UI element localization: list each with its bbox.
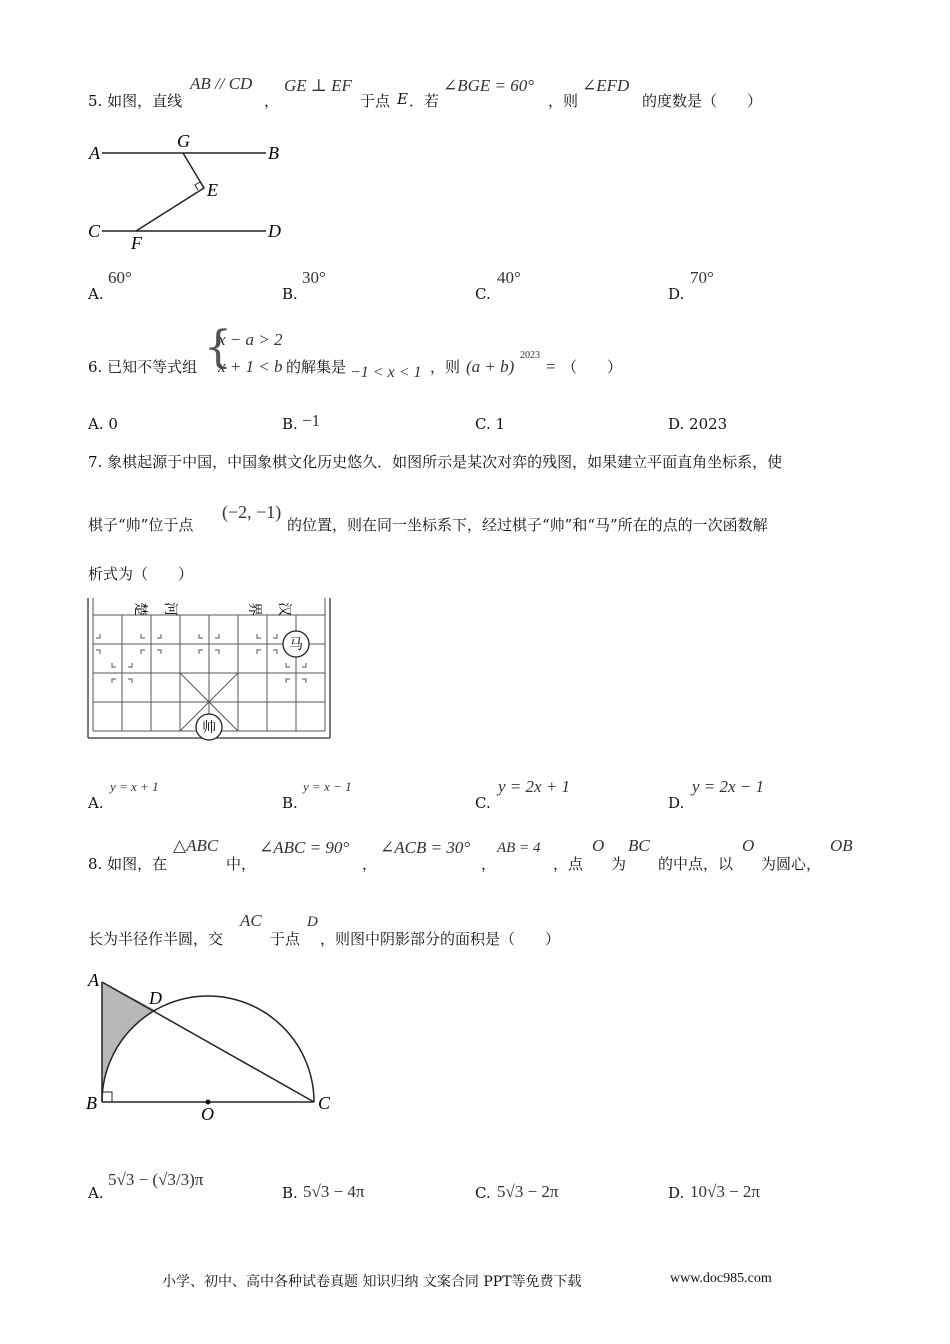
q7-line1: 7. 象棋起源于中国，中国象棋文化历史悠久．如图所示是某次对弈的残图，如果建立平面直角坐标系，使 — [88, 453, 783, 471]
footer-text: 小学、初中、高中各种试卷真题 知识归纳 文案合同 PPT等免费下载 — [162, 1274, 582, 1290]
q6-system-line1: x − a > 2 — [218, 330, 283, 349]
q6-prefix: 6. 已知不等式组 — [88, 358, 198, 376]
q5-point-e: E — [397, 90, 408, 108]
q5-option-b-value: 30° — [302, 268, 326, 287]
q8-comma-2: ， — [481, 855, 497, 873]
segment-ac — [102, 982, 314, 1102]
q6-expr: (a + b) — [466, 357, 515, 376]
q8-option-b-label: B. — [282, 1184, 298, 1202]
q7-option-c-label: C. — [475, 794, 491, 812]
label-d: D — [268, 221, 281, 241]
label-b: B — [268, 143, 279, 163]
q5-then: ，则 — [548, 92, 579, 110]
q6-option-b-value: −1 — [302, 411, 321, 430]
q7-option-b-label: B. — [282, 794, 298, 812]
q8-wei: 为 — [611, 855, 627, 873]
q6-option-b-label: B. — [282, 415, 298, 433]
q8-option-c-label: C. — [475, 1184, 491, 1202]
label-c: C — [318, 1093, 331, 1113]
q8-option-a-value: 5√3 − (√3/3)π — [108, 1170, 204, 1189]
q5-option-a-value: 60° — [108, 268, 132, 287]
q8-line2c: ，则图中阴影部分的面积是（ ） — [320, 930, 561, 948]
q8-angle-abc: ∠ABC = 90° — [259, 838, 350, 857]
label-c: C — [88, 221, 101, 241]
river-char-3: 界 — [246, 602, 261, 616]
river-char-2: 河 — [162, 602, 177, 616]
q5-mid: 于点 — [360, 92, 391, 110]
q6-eq: = — [546, 357, 556, 376]
q6-system-line2: x + 1 < b — [218, 357, 283, 376]
q7-coord: (−2, −1) — [222, 502, 282, 522]
q5-option-a-label: A. — [88, 285, 104, 303]
shaded-region — [102, 982, 156, 1102]
q8-ob: OB — [830, 836, 853, 855]
q5-math-efd: ∠EFD — [582, 76, 630, 95]
line-gef — [136, 153, 204, 231]
q5-option-c-label: C. — [475, 285, 491, 303]
q8-prefix: 8. 如图，在 — [88, 855, 168, 873]
q6-exponent: 2023 — [520, 350, 540, 361]
label-a: A — [89, 143, 100, 163]
q8-o2: O — [742, 836, 755, 855]
piece-shuai-label: 帅 — [202, 721, 216, 736]
q7-option-c-value: y = 2x + 1 — [498, 777, 571, 796]
q8-triangle: △ABC — [173, 836, 219, 855]
q6-solution: −1 < x < 1 — [350, 364, 422, 381]
q7-line3: 析式为（ ） — [88, 565, 194, 583]
q5-option-c-value: 40° — [497, 268, 521, 287]
q8-line2a: 长为半径作半圆，交 — [88, 930, 224, 948]
q8-angle-acb: ∠ACB = 30° — [380, 838, 471, 857]
q7-chess-board — [84, 596, 336, 746]
q5-dot: ．若 — [409, 92, 440, 110]
q5-sep: ， — [264, 92, 280, 110]
river-char-4: 汉 — [276, 602, 291, 616]
q6-option-a: A. 0 — [88, 415, 118, 433]
piece-shuai — [196, 714, 222, 740]
label-a: A — [88, 970, 99, 990]
q7-option-d-value: y = 2x − 1 — [692, 777, 765, 796]
q8-center: 为圆心， — [761, 855, 822, 873]
q7-option-a-label: A. — [88, 794, 104, 812]
label-b: B — [86, 1093, 97, 1113]
q8-figure — [80, 966, 350, 1126]
right-angle-mark-b — [102, 1092, 112, 1102]
q5-end: 的度数是（ ） — [642, 92, 763, 110]
q7-option-b-value: y = x − 1 — [303, 779, 352, 794]
q8-o1: O — [592, 836, 605, 855]
q5-figure — [80, 128, 300, 254]
q8-line2b: 于点 — [270, 930, 301, 948]
label-d: D — [149, 988, 162, 1008]
q8-bc: BC — [628, 836, 650, 855]
q7-option-d-label: D. — [668, 794, 685, 812]
q5-math-angle: ∠BGE = 60° — [443, 76, 535, 95]
q5-option-d-label: D. — [668, 285, 685, 303]
q8-ab: AB = 4 — [497, 840, 541, 856]
footer-url[interactable]: www.doc985.com — [670, 1271, 772, 1286]
q6-then: ，则 — [430, 358, 461, 376]
q5-math-parallel: AB // CD — [190, 74, 253, 93]
q8-d: D — [307, 914, 318, 930]
q8-zh: 中， — [226, 855, 257, 873]
label-e: E — [207, 180, 218, 200]
q8-option-a-label: A. — [88, 1184, 104, 1202]
q8-option-b-value: 5√3 − 4π — [303, 1182, 365, 1201]
label-f: F — [131, 233, 142, 253]
q5-prefix: 5. 如图，直线 — [88, 92, 183, 110]
q6-end: （ ） — [562, 358, 623, 376]
q8-comma-1: ， — [362, 855, 378, 873]
piece-ma-label: 马 — [289, 638, 303, 653]
q6-mid: 的解集是 — [286, 358, 347, 376]
q6-option-d: D. 2023 — [668, 415, 728, 433]
q5-math-perp: GE ⊥ EF — [284, 76, 352, 95]
q6-option-c: C. 1 — [475, 415, 506, 433]
q8-ac: AC — [240, 911, 262, 930]
q7-line2a: 棋子“帅”位于点 — [88, 516, 194, 534]
label-g: G — [177, 131, 190, 151]
label-o: O — [201, 1104, 214, 1124]
q8-dian: ，点 — [553, 855, 584, 873]
q5-option-b-label: B. — [282, 285, 298, 303]
q5-option-d-value: 70° — [690, 268, 714, 287]
q8-option-d-label: D. — [668, 1184, 685, 1202]
position-marks — [96, 634, 306, 683]
piece-ma — [283, 631, 309, 657]
q6-brace: { — [204, 322, 232, 373]
q8-option-c-value: 5√3 − 2π — [497, 1182, 559, 1201]
q8-option-d-value: 10√3 − 2π — [690, 1182, 761, 1201]
q7-line2b: 的位置，则在同一坐标系下，经过棋子“帅”和“马”所在的点的一次函数解 — [287, 516, 768, 534]
q7-option-a-value: y = x + 1 — [110, 779, 159, 794]
q8-mid1: 的中点，以 — [658, 855, 734, 873]
river-char-1: 楚 — [132, 602, 147, 616]
